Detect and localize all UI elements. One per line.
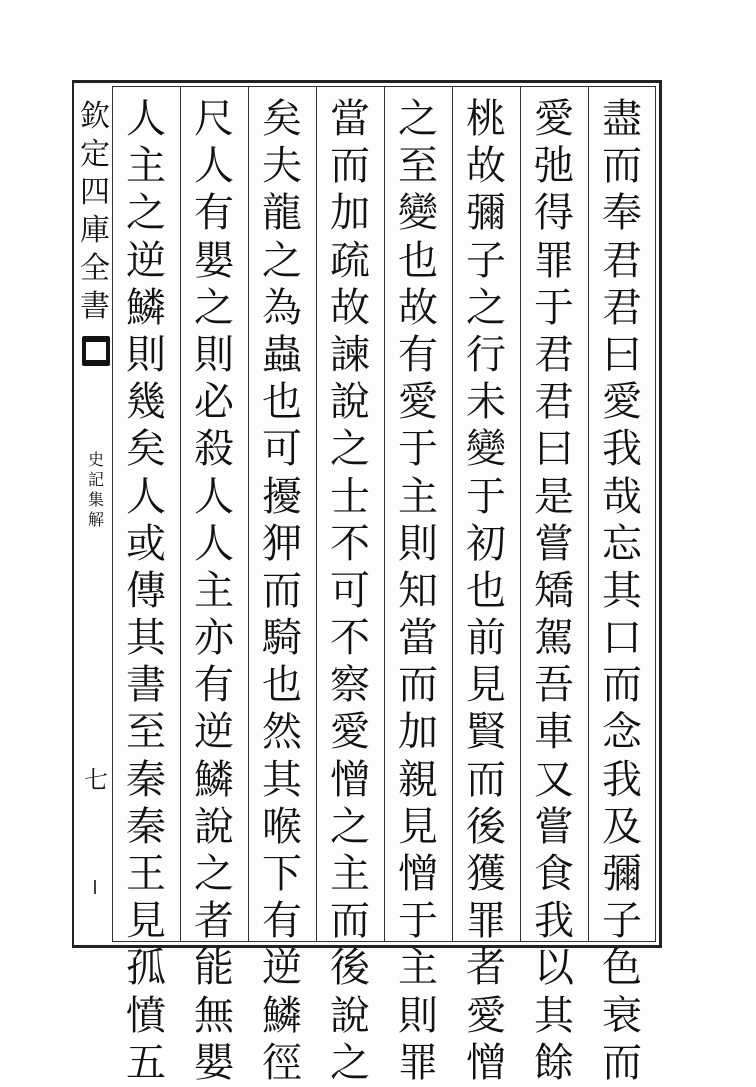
text-char: 憎	[330, 756, 370, 803]
text-column	[598, 96, 646, 1087]
text-char: 車	[534, 709, 574, 756]
text-char: 于	[466, 473, 506, 520]
text-char: 也	[466, 567, 506, 614]
margin-book-char: 集	[87, 490, 104, 509]
column-rule	[316, 86, 317, 942]
text-char: 也	[398, 237, 438, 284]
text-char: 後	[466, 803, 506, 850]
text-char: 孤	[126, 945, 166, 992]
text-char: 不	[330, 615, 370, 662]
margin-book-char: 史	[87, 450, 104, 469]
text-char: 則	[398, 520, 438, 567]
text-char: 未	[466, 379, 506, 426]
text-char: 君	[534, 331, 574, 378]
text-char: 說	[194, 803, 234, 850]
text-char: 是	[534, 473, 574, 520]
text-char: 幾	[126, 379, 166, 426]
text-char: 也	[262, 662, 302, 709]
text-char: 喉	[262, 803, 302, 850]
text-char: 至	[398, 143, 438, 190]
text-char: 其	[602, 567, 642, 614]
text-char: 秦	[126, 803, 166, 850]
text-column	[122, 96, 170, 1087]
text-char: 初	[466, 520, 506, 567]
margin-title-char: 定	[80, 137, 110, 172]
text-char: 親	[398, 756, 438, 803]
text-char: 諫	[330, 331, 370, 378]
text-char: 說	[330, 379, 370, 426]
text-char: 忘	[602, 520, 642, 567]
text-char: 疏	[330, 237, 370, 284]
text-char: 及	[602, 803, 642, 850]
text-char: 變	[466, 426, 506, 473]
text-char: 愛	[398, 379, 438, 426]
text-char: 知	[398, 567, 438, 614]
text-char: 餘	[534, 1039, 574, 1086]
text-char: 亦	[194, 615, 234, 662]
text-char: 有	[262, 898, 302, 945]
text-char: 桃	[466, 96, 506, 142]
text-char: 嬰	[194, 237, 234, 284]
margin-title-char: 四	[80, 175, 110, 210]
text-char: 無	[194, 992, 234, 1039]
text-char: 主	[330, 851, 370, 897]
text-char: 弛	[534, 143, 574, 190]
text-char: 彌	[466, 190, 506, 237]
text-char: 嬰	[194, 1039, 234, 1086]
text-char: 愛	[602, 379, 642, 426]
text-char: 衰	[602, 992, 642, 1039]
text-char: 者	[466, 945, 506, 992]
text-char: 加	[330, 190, 370, 237]
text-char: 有	[194, 190, 234, 237]
margin-collection-title	[80, 98, 110, 326]
text-char: 則	[126, 331, 166, 378]
text-char: 我	[602, 756, 642, 803]
text-char: 其	[262, 756, 302, 803]
text-char: 而	[602, 1039, 642, 1086]
text-char: 則	[194, 331, 234, 378]
margin-title-char: 欽	[80, 99, 110, 134]
text-char: 矣	[126, 426, 166, 473]
text-char: 主	[398, 945, 438, 992]
text-char: 夫	[262, 143, 302, 190]
text-char: 加	[398, 709, 438, 756]
text-char: 而	[262, 567, 302, 614]
text-char: 罪	[398, 1039, 438, 1086]
text-char: 子	[602, 898, 642, 945]
text-char: 察	[330, 662, 370, 709]
text-char: 君	[602, 284, 642, 331]
margin-tick	[94, 880, 96, 894]
text-char: 罪	[534, 237, 574, 284]
text-char: 人	[194, 520, 234, 567]
column-rule	[452, 86, 453, 942]
text-char: 之	[126, 190, 166, 237]
text-column	[326, 96, 374, 1087]
text-char: 吾	[534, 662, 574, 709]
text-char: 見	[126, 898, 166, 945]
text-char: 奉	[602, 190, 642, 237]
text-char: 君	[602, 237, 642, 284]
text-char: 憎	[398, 851, 438, 897]
text-char: 之	[194, 284, 234, 331]
text-column	[394, 96, 442, 1087]
margin-book-char: 記	[87, 470, 104, 489]
text-char: 賢	[466, 709, 506, 756]
text-char: 鱗	[194, 756, 234, 803]
text-char: 于	[398, 898, 438, 945]
text-char: 見	[398, 803, 438, 850]
column-rule	[588, 86, 589, 942]
text-char: 擾	[262, 473, 302, 520]
text-char: 色	[602, 945, 642, 992]
text-char: 或	[126, 520, 166, 567]
column-rule	[248, 86, 249, 942]
text-char: 曰	[534, 426, 574, 473]
text-char: 秦	[126, 756, 166, 803]
text-char: 人	[194, 143, 234, 190]
text-char: 有	[398, 331, 438, 378]
text-char: 尺	[194, 96, 234, 142]
text-char: 矣	[262, 96, 302, 142]
text-char: 騎	[262, 615, 302, 662]
text-char: 我	[602, 426, 642, 473]
text-char: 當	[330, 96, 370, 142]
text-char: 其	[534, 992, 574, 1039]
text-char: 殺	[194, 426, 234, 473]
text-char: 而	[330, 143, 370, 190]
margin-book-title	[84, 450, 108, 530]
text-char: 則	[398, 992, 438, 1039]
text-char: 可	[330, 567, 370, 614]
text-char: 之	[330, 803, 370, 850]
text-char: 逆	[262, 945, 302, 992]
column-rule	[384, 86, 385, 942]
text-char: 之	[466, 284, 506, 331]
text-char: 口	[602, 615, 642, 662]
text-char: 駕	[534, 615, 574, 662]
text-char: 人	[194, 473, 234, 520]
text-char: 傳	[126, 567, 166, 614]
text-char: 狎	[262, 520, 302, 567]
text-char: 于	[534, 284, 574, 331]
text-char: 我	[534, 898, 574, 945]
text-char: 然	[262, 709, 302, 756]
text-char: 下	[262, 851, 302, 897]
text-char: 又	[534, 756, 574, 803]
text-char: 鱗	[126, 284, 166, 331]
text-char: 之	[398, 96, 438, 142]
text-char: 人	[126, 96, 166, 142]
text-char: 必	[194, 379, 234, 426]
text-char: 前	[466, 615, 506, 662]
text-char: 盡	[602, 96, 642, 142]
text-char: 而	[602, 662, 642, 709]
margin-title-char: 庫	[80, 213, 110, 248]
text-char: 說	[330, 992, 370, 1039]
text-char: 其	[126, 615, 166, 662]
text-char: 王	[126, 851, 166, 897]
text-char: 逆	[126, 237, 166, 284]
text-char: 行	[466, 331, 506, 378]
text-char: 之	[194, 851, 234, 897]
text-char: 士	[330, 473, 370, 520]
text-char: 而	[330, 898, 370, 945]
text-char: 愛	[534, 96, 574, 142]
text-char: 愛	[466, 992, 506, 1039]
text-char: 逆	[194, 709, 234, 756]
margin-book-char: 解	[87, 510, 104, 529]
text-char: 蟲	[262, 331, 302, 378]
text-char: 也	[262, 379, 302, 426]
text-char: 後	[330, 945, 370, 992]
text-char: 可	[262, 426, 302, 473]
text-char: 五	[126, 1039, 166, 1086]
text-char: 以	[534, 945, 574, 992]
text-char: 食	[534, 851, 574, 897]
text-char: 故	[330, 284, 370, 331]
text-char: 徑	[262, 1039, 302, 1086]
column-rule	[180, 86, 181, 942]
margin-title-char: 全	[80, 251, 110, 286]
column-rule	[520, 86, 521, 942]
text-char: 彌	[602, 851, 642, 897]
text-char: 嘗	[534, 803, 574, 850]
text-char: 之	[330, 1039, 370, 1086]
text-char: 見	[466, 662, 506, 709]
text-char: 主	[126, 143, 166, 190]
text-char: 罪	[466, 898, 506, 945]
text-char: 哉	[602, 473, 642, 520]
text-char: 故	[398, 284, 438, 331]
text-char: 主	[194, 567, 234, 614]
text-char: 憤	[126, 992, 166, 1039]
text-char: 為	[262, 284, 302, 331]
fish-tail-mark	[82, 336, 110, 366]
text-char: 于	[398, 426, 438, 473]
text-char: 當	[398, 615, 438, 662]
text-char: 之	[262, 237, 302, 284]
text-char: 得	[534, 190, 574, 237]
text-char: 不	[330, 520, 370, 567]
text-char: 者	[194, 898, 234, 945]
text-char: 曰	[602, 331, 642, 378]
text-column	[530, 96, 578, 1087]
text-char: 念	[602, 709, 642, 756]
text-char: 而	[398, 662, 438, 709]
text-char: 變	[398, 190, 438, 237]
text-char: 而	[602, 143, 642, 190]
text-char: 君	[534, 379, 574, 426]
text-char: 至	[126, 709, 166, 756]
page-number: 七	[84, 766, 108, 794]
text-char: 矯	[534, 567, 574, 614]
text-column	[258, 96, 306, 1087]
text-char: 故	[466, 143, 506, 190]
text-column	[190, 96, 238, 1087]
text-char: 愛	[330, 709, 370, 756]
text-char: 子	[466, 237, 506, 284]
text-char: 獲	[466, 851, 506, 897]
text-column	[462, 96, 510, 1087]
text-char: 主	[398, 473, 438, 520]
text-char: 書	[126, 662, 166, 709]
text-char: 之	[330, 426, 370, 473]
margin-title-char: 書	[80, 289, 110, 324]
text-char: 龍	[262, 190, 302, 237]
text-char: 憎	[466, 1039, 506, 1086]
text-char: 人	[126, 473, 166, 520]
text-char: 有	[194, 662, 234, 709]
text-char: 而	[466, 756, 506, 803]
text-char: 能	[194, 945, 234, 992]
text-char: 鱗	[262, 992, 302, 1039]
text-char: 嘗	[534, 520, 574, 567]
